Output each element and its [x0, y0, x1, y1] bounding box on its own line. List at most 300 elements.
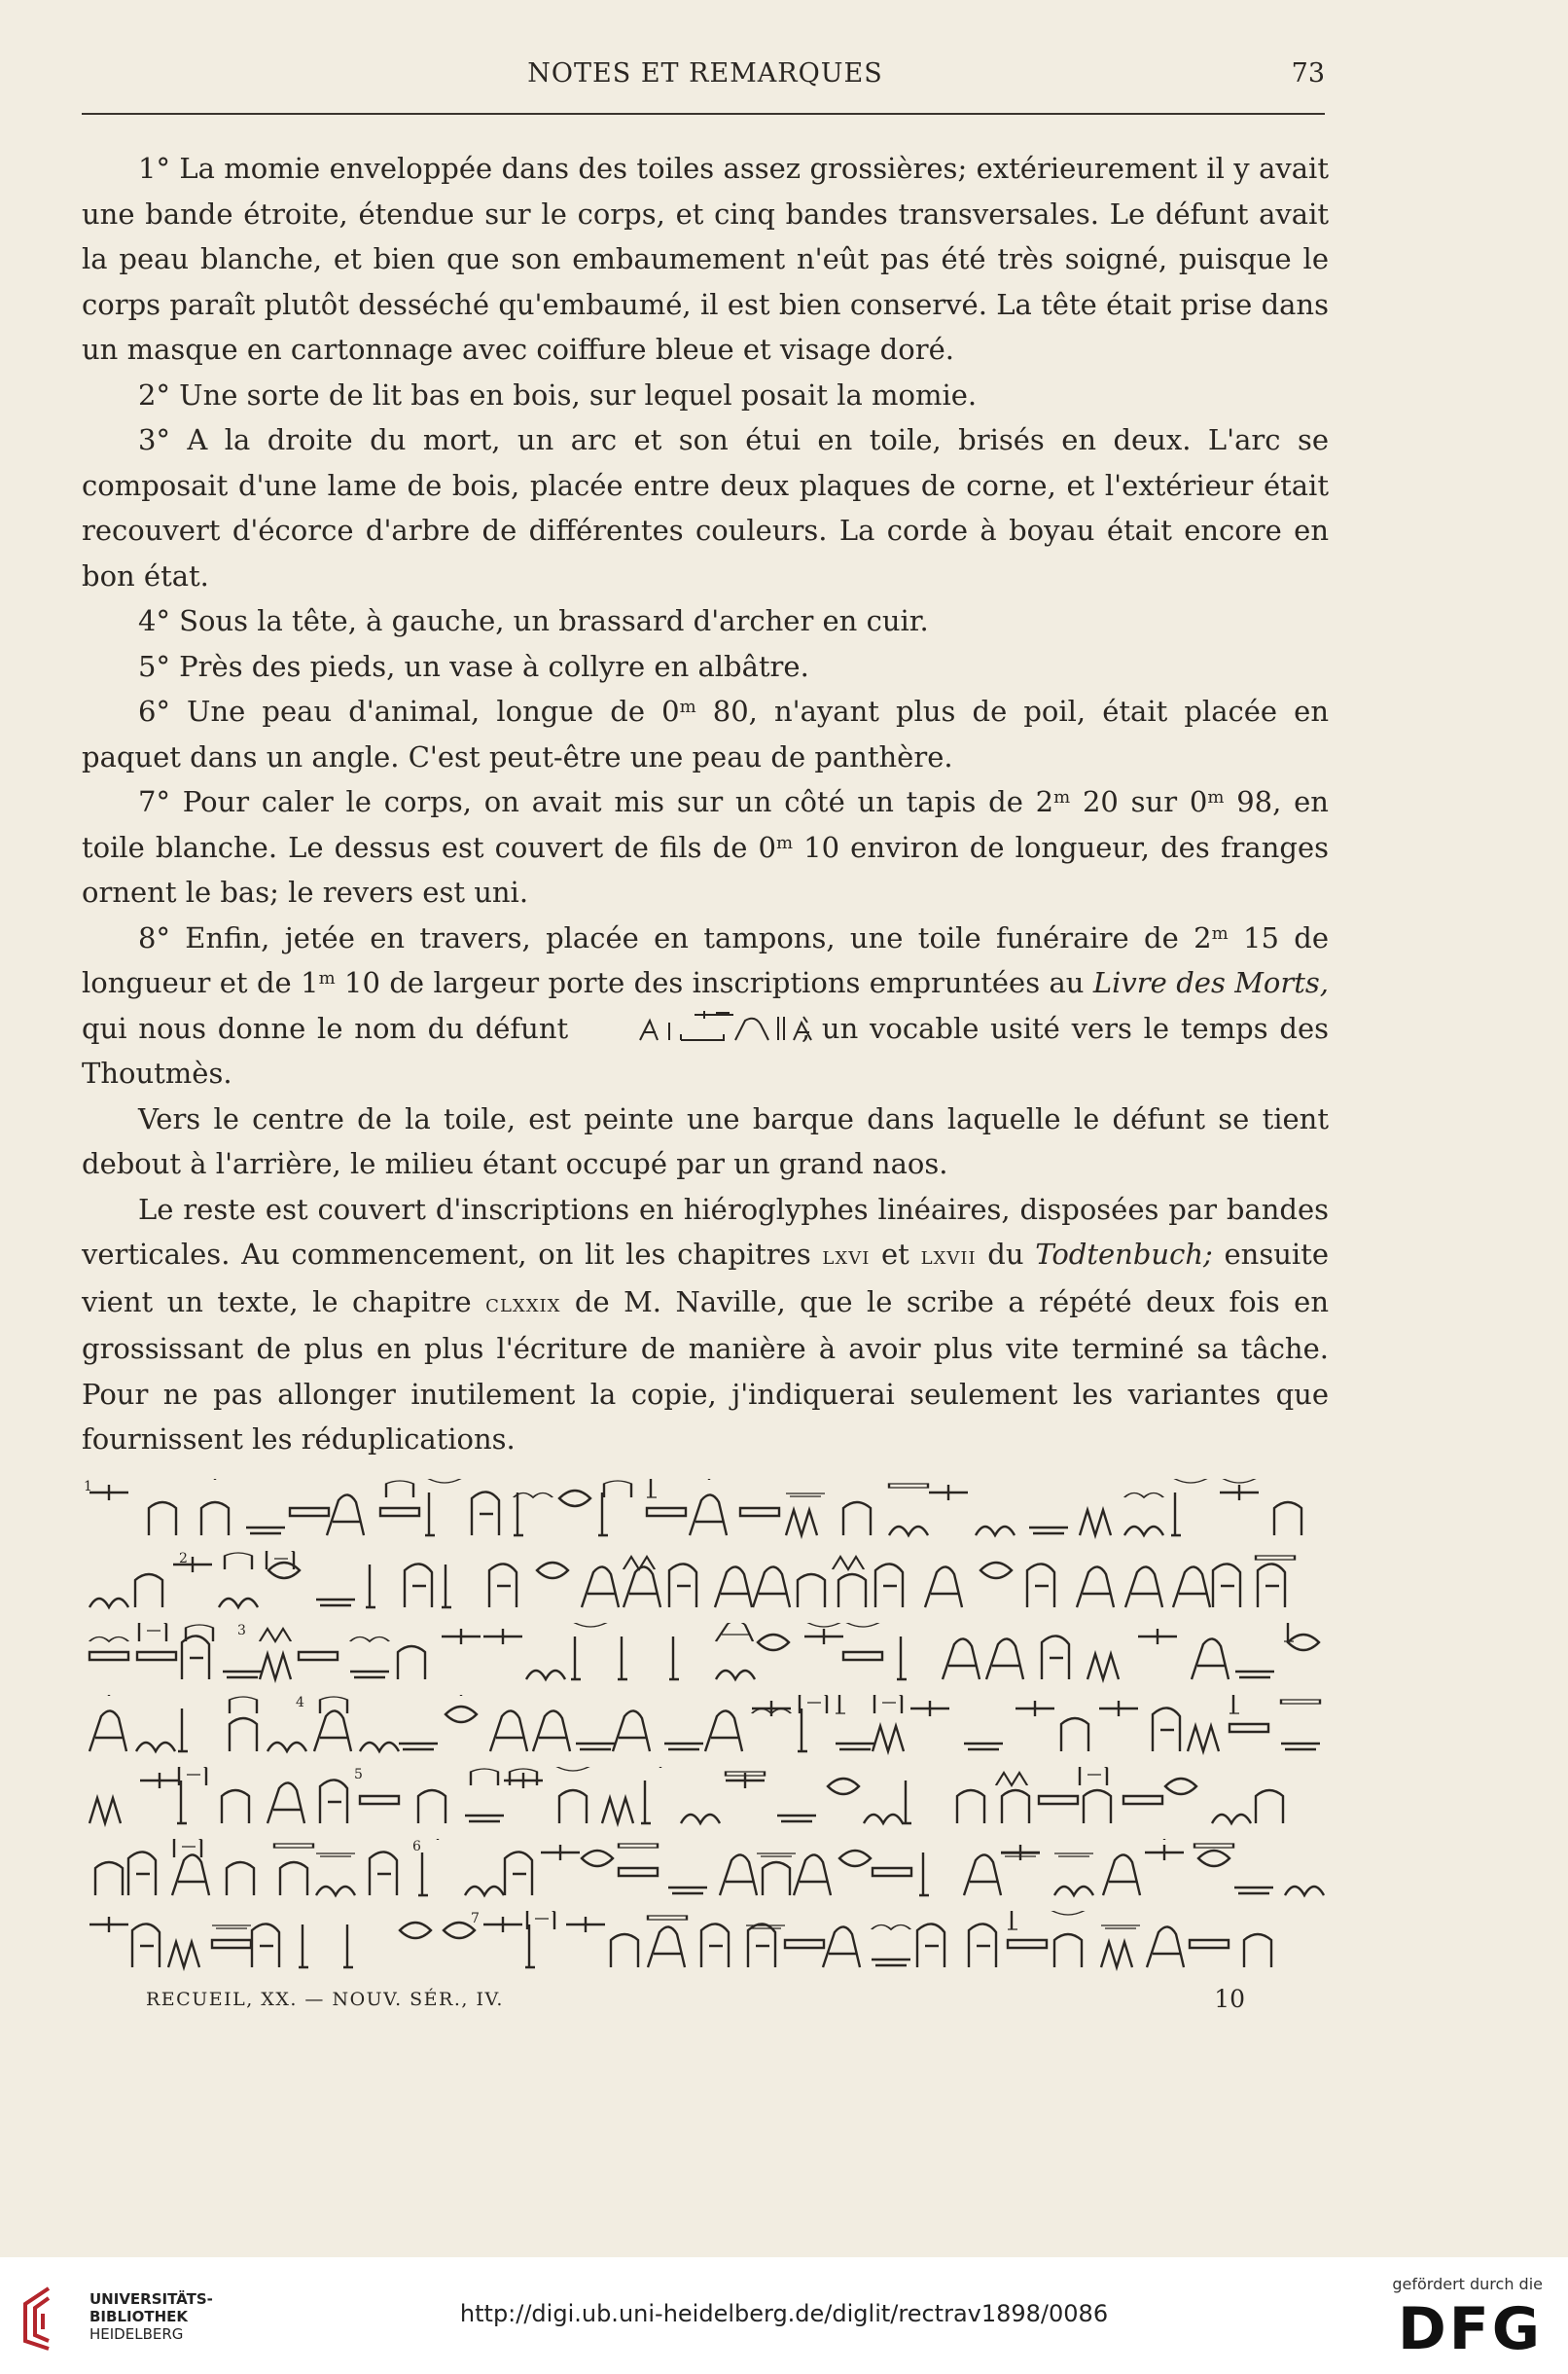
hieroglyph-sign-icon	[701, 1924, 729, 1967]
hieroglyph-sign-icon	[1188, 1726, 1219, 1751]
hieroglyph-sign-icon	[370, 1852, 397, 1895]
institution-line-1: UNIVERSITÄTS-	[89, 2290, 213, 2308]
hieroglyph-sign-icon	[400, 1923, 431, 1938]
hieroglyph-sign-icon	[505, 1852, 532, 1895]
hieroglyph-sign-icon	[808, 1623, 839, 1627]
hieroglyph-line-2	[82, 1551, 1329, 1611]
hieroglyph-sign-icon	[1229, 1724, 1268, 1732]
hieroglyph-sign-icon	[132, 1924, 160, 1967]
hieroglyph-sign-icon	[1256, 1556, 1295, 1560]
hieroglyph-sign-icon	[343, 1924, 353, 1967]
permalink-url[interactable]: http://digi.ub.uni-heidelberg.de/diglit/rectrav1898/0086	[459, 2300, 1109, 2327]
hieroglyph-sign-icon	[800, 1695, 827, 1713]
hieroglyph-sign-icon	[219, 1599, 258, 1607]
hieroglyph-sign-icon	[1039, 1796, 1078, 1804]
hieroglyph-sign-icon	[196, 1479, 234, 1480]
hieroglyph-sign-icon	[227, 1862, 254, 1895]
hieroglyph-sign-icon	[398, 1646, 425, 1679]
hieroglyph-sign-icon	[212, 1940, 251, 1948]
chapter-lxvi: lxvi	[822, 1241, 871, 1270]
p10-text-d: ensuite vient un texte, le chapitre	[82, 1238, 1329, 1318]
hieroglyph-sign-icon	[794, 1854, 831, 1895]
hieroglyph-sign-icon	[715, 1566, 752, 1607]
hieroglyph-sign-icon	[1213, 1564, 1240, 1607]
hieroglyph-sign-icon	[514, 1493, 523, 1535]
hieroglyph-sign-icon	[720, 1854, 757, 1895]
hieroglyph-sign-icon	[537, 1563, 568, 1578]
hieroglyph-sign-icon	[186, 1625, 213, 1641]
hieroglyph-sign-icon	[429, 1479, 460, 1483]
hieroglyph-sign-icon	[1235, 1672, 1274, 1677]
hieroglyph-sign-icon	[442, 1565, 451, 1607]
hieroglyph-sign-icon	[1101, 1925, 1140, 1928]
hieroglyph-sign-icon	[957, 1790, 984, 1823]
hieroglyph-sign-icon	[299, 1652, 338, 1660]
hieroglyph-sign-icon	[798, 1709, 807, 1751]
hieroglyph-sign-icon	[943, 1638, 980, 1679]
hieroglyph-sign-icon	[465, 1816, 504, 1821]
hieroglyph-sign-icon	[89, 1485, 128, 1500]
hieroglyph-sign-icon	[740, 1508, 779, 1516]
hieroglyph-sign-icon	[380, 1508, 419, 1516]
hieroglyph-sign-icon	[1274, 1502, 1301, 1535]
hieroglyph-sign-icon	[1229, 1695, 1239, 1713]
hieroglyph-sign-icon	[514, 1493, 552, 1498]
hieroglyph-sign-icon	[399, 1744, 438, 1749]
hieroglyph-sign-icon	[613, 1710, 650, 1751]
hieroglyph-sign-icon	[976, 1527, 1015, 1535]
hieroglyph-sign-icon	[230, 1697, 257, 1713]
hieroglyph-sign-icon	[178, 1709, 188, 1751]
paragraph-1: 1° La momie enveloppée dans des toiles assez grossières; extérieurement il y avait une bande étroite, étendue sur le corps, et cinq bandes transversales. Le défunt avait la peau blanche, et bien que son embaumement n'eût pas été très soigné, puisque le corps paraît plutôt desséché qu'embaumé, il est bien conservé. La tête était prise dans un masque en cartonnage avec coiffure bleue et visage doré.	[82, 152, 1329, 366]
hieroglyph-sign-icon	[327, 1494, 364, 1535]
hieroglyph-sign-icon	[89, 1637, 128, 1642]
hieroglyph-sign-icon	[559, 1491, 590, 1506]
hieroglyph-line-5	[82, 1767, 1329, 1827]
hieroglyph-sign-icon	[917, 1924, 944, 1967]
hieroglyph-sign-icon	[1234, 1888, 1273, 1893]
hieroglyph-sign-icon	[1099, 1701, 1138, 1716]
p7-sup-1: m	[1053, 787, 1071, 808]
hieroglyph-sign-icon	[360, 1796, 399, 1804]
hieroglyph-sign-icon	[179, 1767, 206, 1785]
hieroglyph-sign-icon	[1125, 1566, 1162, 1607]
hieroglyph-sign-icon	[490, 1710, 527, 1751]
hieroglyph-line-6	[82, 1839, 1329, 1899]
hieroglyph-sign-icon	[664, 1744, 703, 1749]
chapter-clxxix: clxxix	[485, 1288, 561, 1317]
hieroglyph-sign-icon	[798, 1574, 825, 1607]
hieroglyph-sign-icon	[1194, 1844, 1233, 1848]
hieroglyph-sign-icon	[919, 1852, 929, 1895]
hieroglyph-sign-icon	[260, 1654, 291, 1679]
hieroglyph-sign-icon	[442, 1695, 481, 1696]
p6-text-b: 80, n'ayant plus de poil, était placée en paquet dans un angle. C'est peut-être une peau de panthère.	[82, 695, 1329, 773]
hieroglyph-sign-icon	[168, 1942, 199, 1967]
hieroglyph-line-4	[82, 1695, 1329, 1755]
p8-text-a: 8° Enfin, jetée en travers, placée en tampons, une toile funéraire de 2	[138, 920, 1212, 954]
hieroglyph-sign-icon	[996, 1773, 1027, 1785]
hieroglyph-sign-icon	[1285, 1887, 1324, 1895]
hieroglyph-sign-icon	[690, 1494, 727, 1535]
hieroglyph-sign-icon	[471, 1769, 498, 1785]
hieroglyph-sign-icon	[648, 1926, 685, 1967]
hieroglyph-sign-icon	[128, 1852, 156, 1895]
hieroglyph-sign-icon	[705, 1710, 742, 1751]
p6-sup: m	[679, 697, 696, 717]
hieroglyph-sign-icon	[969, 1924, 996, 1967]
hieroglyph-sign-icon	[833, 1557, 864, 1569]
hieroglyph-sign-icon	[1145, 1845, 1184, 1860]
p10-text-b: et	[870, 1238, 921, 1271]
hieroglyph-line-3	[82, 1623, 1329, 1683]
hieroglyph-sign-icon	[541, 1845, 580, 1860]
hieroglyph-sign-icon	[641, 1767, 680, 1768]
hieroglyph-sign-icon	[576, 1744, 615, 1749]
hieroglyph-sign-icon	[980, 1563, 1012, 1578]
line-number: 4	[296, 1695, 304, 1710]
hieroglyph-sign-icon	[648, 1916, 687, 1920]
paragraph-3: 3° A la droite du mort, un arc et son étui en toile, brisés en deux. L'arc se composait d'une lame de bois, placée entre deux plaques de corne, et l'extérieur était recouvert d'écorce d'arbre de différentes couleurs. La corde à boyau était encore en bon état.	[82, 423, 1329, 593]
hieroglyph-sign-icon	[366, 1565, 375, 1607]
hieroglyph-sign-icon	[804, 1629, 843, 1644]
hieroglyph-sign-icon	[828, 1779, 859, 1794]
hieroglyph-sign-icon	[964, 1854, 1001, 1895]
hieroglyph-sign-icon	[1198, 1851, 1229, 1866]
hieroglyph-sign-icon	[360, 1743, 399, 1751]
hieroglyph-sign-icon	[274, 1844, 313, 1848]
hieroglyph-sign-icon	[843, 1652, 882, 1660]
hieroglyph-sign-icon	[472, 1492, 499, 1535]
footer-series: RECUEIL, XX. — NOUV. SÉR., IV.	[146, 1989, 504, 2010]
p10-text-e: de M. Naville, que le scribe a répété deux fois en grossissant de plus en plus l'écriture de manière à avoir plus vite terminé sa tâche. Pour ne pas allonger inutilement la copie, j'indiquerai seulement les variantes que fournissent les réduplications.	[82, 1284, 1329, 1456]
p8-text-d: qui nous donne le nom du défunt	[82, 1011, 580, 1045]
hieroglyph-sign-icon	[1220, 1485, 1259, 1500]
hieroglyph-sign-icon	[1244, 1934, 1271, 1967]
hieroglyph-sign-icon	[1008, 1911, 1017, 1929]
hieroglyph-sign-icon	[230, 1718, 257, 1751]
hieroglyph-sign-icon	[268, 1563, 300, 1578]
hieroglyph-line-1	[82, 1479, 1329, 1539]
hieroglyph-sign-icon	[929, 1485, 968, 1500]
hieroglyph-sign-icon	[425, 1493, 435, 1535]
hieroglyph-sign-icon	[604, 1481, 631, 1497]
hieroglyph-sign-icon	[582, 1851, 613, 1866]
hieroglyph-sign-icon	[1281, 1700, 1320, 1704]
hieroglyph-sign-icon	[669, 1637, 679, 1679]
hieroglyph-sign-icon	[222, 1790, 249, 1823]
hieroglyph-sign-icon	[483, 1629, 522, 1644]
hieroglyph-sign-icon	[786, 1493, 825, 1496]
hieroglyph-sign-icon	[314, 1710, 351, 1751]
header-rule	[82, 113, 1325, 115]
p8-italic-title: Livre des Morts,	[1092, 966, 1329, 999]
hieroglyph-sign-icon	[533, 1710, 570, 1751]
hieroglyph-sign-icon	[624, 1566, 660, 1607]
hieroglyph-sign-icon	[89, 1652, 128, 1660]
hieroglyph-sign-icon	[619, 1844, 658, 1848]
hieroglyph-sign-icon	[1002, 1790, 1029, 1823]
hieroglyph-sign-icon	[557, 1767, 588, 1771]
hieroglyph-sign-icon	[897, 1637, 907, 1679]
hieroglyph-sign-icon	[1173, 1566, 1210, 1607]
hieroglyph-sign-icon	[1258, 1564, 1285, 1607]
hieroglyph-sign-icon	[137, 1652, 176, 1660]
paragraph-6	[82, 689, 1329, 779]
hieroglyph-sign-icon	[669, 1564, 696, 1607]
hieroglyph-sign-icon	[1212, 1815, 1251, 1823]
hieroglyph-sign-icon	[267, 1782, 304, 1823]
hieroglyph-sign-icon	[1171, 1493, 1181, 1535]
hieroglyph-transcription	[82, 1479, 1329, 2043]
hieroglyph-sign-icon	[602, 1798, 633, 1823]
hieroglyph-sign-icon	[836, 1695, 845, 1713]
hieroglyph-sign-icon	[786, 1510, 817, 1535]
hieroglyph-sign-icon	[212, 1925, 251, 1928]
page-number: 73	[1291, 58, 1325, 89]
line-number: 6	[412, 1839, 421, 1854]
hieroglyph-sign-icon	[418, 1852, 428, 1895]
hieroglyph-sign-icon	[135, 1574, 162, 1607]
hieroglyph-sign-icon	[139, 1623, 166, 1641]
institution-line-2: BIBLIOTHEK	[89, 2308, 188, 2325]
hieroglyph-sign-icon	[763, 1862, 790, 1895]
hieroglyph-sign-icon	[1224, 1479, 1255, 1483]
p7-text-c: 98, en toile blanche. Le dessus est couvert de fils de 0	[82, 785, 1329, 864]
hieroglyph-sign-icon	[89, 1695, 128, 1696]
hieroglyph-sign-icon	[571, 1637, 581, 1679]
hieroglyph-sign-icon	[246, 1528, 285, 1533]
paragraph-10	[82, 1187, 1329, 1462]
hieroglyph-sign-icon	[874, 1695, 902, 1713]
hieroglyph-sign-icon	[838, 1574, 866, 1607]
hieroglyph-sign-icon	[668, 1888, 707, 1893]
p6-text-a: 6° Une peau d'animal, longue de 0	[138, 695, 680, 728]
hieroglyph-sign-icon	[1281, 1744, 1320, 1749]
hieroglyph-sign-icon	[875, 1564, 903, 1607]
hieroglyph-sign-icon	[618, 1637, 627, 1679]
hieroglyph-sign-icon	[1175, 1479, 1206, 1483]
p10-text-c: du	[976, 1238, 1036, 1271]
hieroglyph-sign-icon	[619, 1868, 658, 1876]
hieroglyph-sign-icon	[641, 1780, 651, 1823]
hieroglyph-sign-icon	[1124, 1527, 1163, 1535]
hieroglyph-sign-icon	[525, 1924, 535, 1967]
p10-italic-title: Todtenbuch;	[1035, 1238, 1213, 1271]
hieroglyph-sign-icon	[753, 1566, 790, 1607]
hieroglyph-sign-icon	[1084, 1790, 1111, 1823]
hieroglyph-sign-icon	[748, 1924, 775, 1967]
p7-sup-2: m	[1207, 787, 1225, 808]
line-number: 1	[84, 1479, 92, 1494]
paragraph-5: 5° Près des pieds, un vase à collyre en albâtre.	[138, 649, 809, 683]
hieroglyph-sign-icon	[320, 1780, 347, 1823]
hieroglyph-sign-icon	[872, 1925, 910, 1930]
hieroglyph-sign-icon	[95, 1862, 123, 1895]
hieroglyph-sign-icon	[527, 1911, 554, 1929]
hieroglyph-sign-icon	[316, 1853, 355, 1856]
hieroglyph-sign-icon	[785, 1940, 824, 1948]
hieroglyph-sign-icon	[252, 1924, 279, 1967]
p8-sup-1: m	[1211, 922, 1229, 944]
hieroglyph-sign-icon	[559, 1790, 587, 1823]
p7-text-d: 10 environ de longueur, des franges ornent le bas; le revers est uni.	[82, 830, 1329, 909]
line-number: 5	[354, 1767, 363, 1782]
hieroglyph-sign-icon	[872, 1960, 910, 1965]
hieroglyph-sign-icon	[1042, 1636, 1069, 1679]
hieroglyph-sign-icon	[1077, 1566, 1114, 1607]
p8-text-b: 15 de longueur et de 1	[82, 920, 1329, 999]
paragraph-8	[82, 916, 1329, 1097]
hieroglyph-sign-icon	[201, 1502, 229, 1535]
hieroglyph-sign-icon	[1288, 1635, 1319, 1650]
hieroglyph-sign-icon	[1103, 1854, 1140, 1895]
hieroglyph-sign-icon	[350, 1637, 389, 1642]
body-text	[82, 146, 1329, 1462]
hieroglyph-sign-icon	[316, 1600, 355, 1605]
hieroglyph-sign-icon	[902, 1780, 911, 1823]
dfg-logo: DFG	[1397, 2295, 1543, 2363]
hieroglyph-sign-icon	[566, 1917, 605, 1932]
hieroglyph-sign-icon	[267, 1743, 306, 1751]
hieroglyph-sign-icon	[964, 1744, 1003, 1749]
line-number: 7	[471, 1911, 480, 1926]
hieroglyph-sign-icon	[1138, 1629, 1177, 1644]
hieroglyph-sign-icon	[350, 1672, 389, 1677]
hieroglyph-sign-icon	[864, 1815, 903, 1823]
page-footer	[146, 1985, 1245, 2028]
hieroglyph-sign-icon	[575, 1623, 606, 1627]
hieroglyph-sign-icon	[89, 1917, 128, 1932]
hieroglyph-line-7	[82, 1911, 1329, 1971]
hieroglyph-sign-icon	[647, 1508, 686, 1516]
hieroglyph-sign-icon	[1087, 1654, 1119, 1679]
paragraph-9: Vers le centre de la toile, est peinte une barque dans laquelle le défunt se tient debout à l'arrière, le milieu étant occupé par un grand naos.	[82, 1101, 1329, 1180]
hieroglyph-sign-icon	[386, 1481, 413, 1497]
hieroglyph-sign-icon	[1054, 1853, 1093, 1856]
hieroglyph-sign-icon	[149, 1502, 176, 1535]
hieroglyph-sign-icon	[174, 1839, 201, 1857]
hieroglyph-sign-icon	[839, 1851, 871, 1866]
hieroglyph-sign-icon	[442, 1629, 481, 1644]
hieroglyph-sign-icon	[182, 1636, 209, 1679]
hieroglyph-sign-icon	[910, 1701, 949, 1716]
p8-text-c: 10 de largeur porte des inscriptions empruntées au	[335, 966, 1093, 999]
hieroglyph-sign-icon	[873, 1868, 911, 1876]
line-number: 3	[237, 1623, 246, 1638]
hieroglyph-sign-icon	[316, 1887, 355, 1895]
hieroglyph-sign-icon	[647, 1479, 657, 1497]
p8-text-e: , un vocable usité vers le temps des Thoutmès.	[82, 1011, 1329, 1090]
hieroglyph-sign-icon	[847, 1623, 878, 1627]
hieroglyph-sign-icon	[1054, 1934, 1082, 1967]
hieroglyph-sign-icon	[418, 1790, 445, 1823]
hieroglyph-sign-icon	[1145, 1839, 1184, 1840]
hieroglyph-sign-icon	[489, 1564, 517, 1607]
footer-signature: 10	[1214, 1985, 1245, 2013]
hieroglyph-sign-icon	[299, 1924, 308, 1967]
hieroglyph-sign-icon	[1101, 1942, 1132, 1967]
hieroglyph-sign-icon	[526, 1671, 565, 1679]
p10-text-a: Le reste est couvert d'inscriptions en hiéroglyphes linéaires, disposées par bandes verticales. Au commencement, on lit les chapitres	[82, 1192, 1329, 1271]
hieroglyph-sign-icon	[1147, 1926, 1184, 1967]
hieroglyph-sign-icon	[290, 1508, 329, 1516]
hieroglyph-sign-icon	[716, 1623, 753, 1641]
hieroglyph-sign-icon	[757, 1853, 796, 1856]
running-head	[82, 56, 1329, 95]
hieroglyph-sign-icon	[611, 1934, 638, 1967]
hieroglyph-sign-icon	[1027, 1564, 1054, 1607]
hieroglyph-sign-icon	[1080, 1767, 1107, 1785]
hieroglyph-sign-icon	[418, 1839, 457, 1840]
hieroglyph-sign-icon	[225, 1553, 252, 1569]
hieroglyph-sign-icon	[1029, 1528, 1068, 1533]
hieroglyph-sign-icon	[267, 1551, 294, 1569]
chapter-lxvii: lxvii	[920, 1241, 977, 1270]
hieroglyph-sign-icon	[260, 1629, 291, 1641]
hieroglyph-sign-icon	[1192, 1638, 1229, 1679]
hieroglyph-sign-icon	[986, 1638, 1023, 1679]
hieroglyph-sign-icon	[1016, 1701, 1054, 1716]
hieroglyph-sign-icon	[1061, 1718, 1088, 1751]
hieroglyph-sign-icon	[172, 1854, 209, 1895]
hieroglyph-sign-icon	[843, 1502, 871, 1535]
hieroglyph-sign-icon	[465, 1887, 504, 1895]
hieroglyph-sign-icon	[1190, 1940, 1229, 1948]
hieroglyph-sign-icon	[1080, 1510, 1111, 1535]
hieroglyph-sign-icon	[925, 1566, 962, 1607]
paragraph-7	[82, 779, 1329, 916]
hieroglyph-sign-icon	[223, 1672, 262, 1677]
hieroglyph-sign-icon	[624, 1557, 655, 1569]
hieroglyph-sign-icon	[140, 1773, 179, 1788]
hieroglyph-sign-icon	[1054, 1887, 1093, 1895]
inline-hieroglyph-name-icon	[580, 1011, 802, 1044]
hieroglyph-sign-icon	[1256, 1790, 1283, 1823]
p7-text-b: 20 sur 0	[1070, 785, 1208, 818]
line-number: 2	[179, 1551, 188, 1566]
hieroglyph-sign-icon	[598, 1493, 608, 1535]
hieroglyph-sign-icon	[1165, 1779, 1196, 1794]
hieroglyph-sign-icon	[483, 1917, 522, 1932]
hieroglyph-sign-icon	[445, 1707, 477, 1722]
hieroglyph-sign-icon	[1001, 1845, 1040, 1860]
funded-by-label: gefördert durch die	[1392, 2275, 1543, 2293]
hieroglyph-sign-icon	[758, 1635, 789, 1650]
hieroglyph-sign-icon	[889, 1484, 928, 1488]
hieroglyph-sign-icon	[1153, 1708, 1180, 1751]
institution-line-3: HEIDELBERG	[89, 2325, 184, 2343]
hieroglyph-sign-icon	[405, 1564, 432, 1607]
p7-text-a: 7° Pour caler le corps, on avait mis sur un côté un tapis de 2	[138, 785, 1054, 818]
hieroglyph-sign-icon	[1123, 1796, 1162, 1804]
paragraph-2: 2° Une sorte de lit bas en bois, sur lequel posait la momie.	[138, 378, 978, 412]
hieroglyph-sign-icon	[1052, 1911, 1084, 1915]
p7-sup-3: m	[775, 832, 794, 853]
hieroglyph-sign-icon	[823, 1926, 860, 1967]
hieroglyph-sign-icon	[681, 1815, 720, 1823]
hieroglyph-sign-icon	[889, 1527, 928, 1535]
hieroglyph-sign-icon	[582, 1566, 619, 1607]
running-title: NOTES ET REMARQUES	[527, 58, 883, 89]
hieroglyph-sign-icon	[177, 1780, 187, 1823]
p8-sup-2: m	[318, 968, 336, 989]
hieroglyph-sign-icon	[89, 1599, 128, 1607]
hieroglyph-sign-icon	[873, 1726, 904, 1751]
hieroglyph-sign-icon	[280, 1862, 307, 1895]
hieroglyph-sign-icon	[1124, 1493, 1163, 1498]
digitization-bar	[0, 2257, 1568, 2374]
